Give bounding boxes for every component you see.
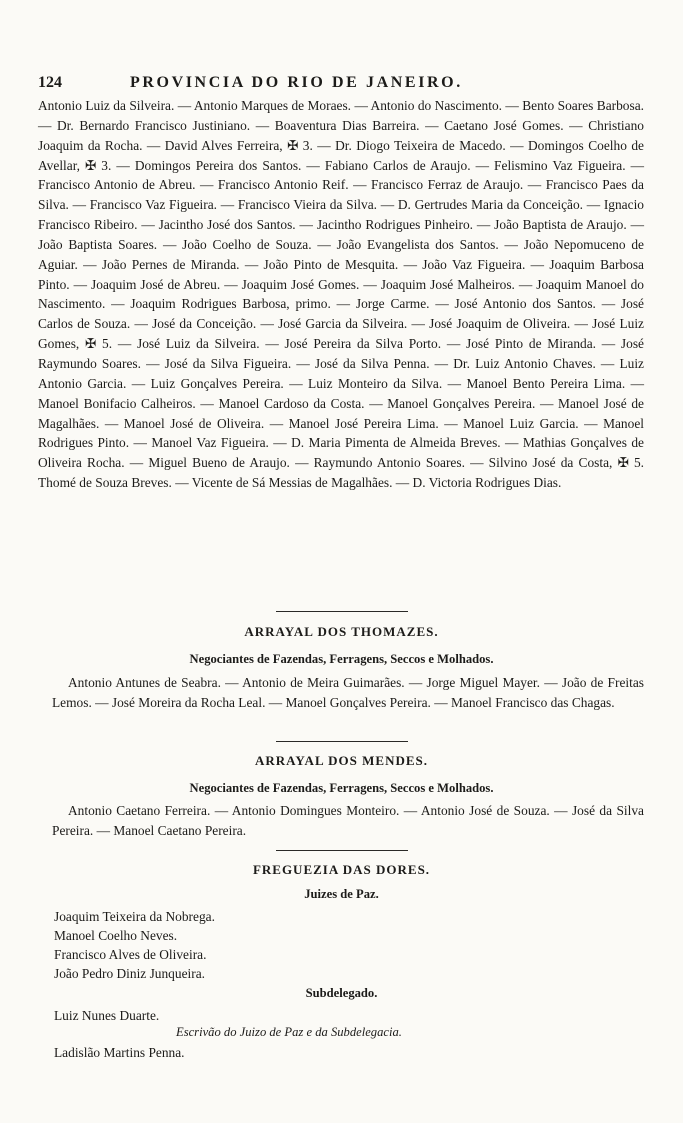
section-divider [276, 850, 408, 851]
list-item: Ladislão Martins Penna. [54, 1045, 185, 1060]
section-title-freguezia-das-dores: FREGUEZIA DAS DORES. [252, 862, 431, 877]
section-text: Antonio Antunes de Seabra. — Antonio de Meira Guimarães. — Jorge Miguel Mayer. — João de Freitas Lemos. — José Moreira da Rocha Leal. — Manoel Gonçalves Pereira. — Manoel Francisco das Chagas. [52, 675, 644, 710]
subdelegado-name [54, 1006, 159, 1025]
subdelegado-heading: Subdelegado. [305, 986, 378, 1000]
section-title-arrayal-dos-thomazes: ARRAYAL DOS THOMAZES. [244, 624, 439, 639]
running-title: PROVINCIA DO RIO DE JANEIRO. [130, 74, 463, 91]
list-item: João Pedro Diniz Junqueira. [54, 966, 205, 981]
escrivao-heading: Escrivão do Juizo de Paz e da Subdelegacia. [176, 1025, 402, 1039]
continued-name-list: Antonio Luiz da Silveira. — Antonio Marques de Moraes. — Antonio do Nascimento. — Bento Soares Barbosa. — Dr. Bernardo Francisco Justiniano. — Boaventura Dias Barreira. — Caetano José Gomes. — Christiano Joaquim da Rocha. — David Alves Ferreira, ✠ 3. — Dr. Diogo Teixeira de Macedo. — Domingos Coelho de Avellar, ✠ 3. — Domingos Pereira dos Santos. — Fabiano Carlos de Araujo. — Felismino Vaz Figueira. — Francisco Antonio de Abreu. — Francisco Antonio Reif. — Francisco Ferraz de Araujo. — Francisco Paes da Silva. — Francisco Vaz Figueira. — Francisco Vieira da Silva. — D. Gertrudes Maria da Conceição. — Ignacio Francisco Ribeiro. — Jacintho José dos Santos. — Jacintho Rodrigues Pinheiro. — João Baptista de Araujo. — João Baptista Soares. — João Coelho de Souza. — João Evangelista dos Santos. — João Nepomuceno de Aguiar. — João Pernes de Miranda. — João Pinto de Mesquita. — João Vaz Figueira. — Joaquim Barbosa Pinto. — Joaquim José de Abreu. — Joaquim José Gomes. — Joaquim José Malheiros. — Joaquim Manoel do Nascimento. — Joaquim Rodrigues Barbosa, primo. — Jorge Carme. — José Antonio dos Santos. — José Carlos de Souza. — José da Conceição. — José Garcia da Silveira. — José Joaquim de Oliveira. — José Luiz Gomes, ✠ 5. — José Luiz da Silveira. — José Pereira da Silva Porto. — José Pinto de Miranda. — José Raymundo Soares. — José da Silva Figueira. — José da Silva Penna. — Dr. Luiz Antonio Chaves. — Luiz Antonio Garcia. — Luiz Gonçalves Pereira. — Luiz Monteiro da Silva. — Manoel Bento Pereira Lima. — Manoel Bonifacio Calheiros. — Manoel Cardoso da Costa. — Manoel Gonçalves Pereira. — Manoel José de Magalhães. — Manoel José de Oliveira. — Manoel José Pereira Lima. — Manoel Luiz Garcia. — Manoel Rodrigues Pinto. — Manoel Vaz Figueira. — D. Maria Pimenta de Almeida Breves. — Mathias Gonçalves de Oliveira Rocha. — Miguel Bueno de Araujo. — Raymundo Antonio Soares. — Silvino José da Costa, ✠ 5. Thomé de Souza Breves. — Vicente de Sá Messias de Magalhães. — D. Victoria Rodrigues Dias. [38, 98, 644, 491]
list-item: Joaquim Teixeira da Nobrega. [54, 909, 215, 924]
juizes-list [54, 907, 215, 983]
juizes-heading: Juizes de Paz. [304, 887, 379, 901]
section-category: Negociantes de Fazendas, Ferragens, Seccos e Molhados. [189, 781, 494, 795]
list-item: Luiz Nunes Duarte. [54, 1008, 160, 1023]
section-category: Negociantes de Fazendas, Ferragens, Seccos e Molhados. [189, 652, 494, 666]
escrivao-name [54, 1043, 185, 1062]
page-header [38, 74, 644, 94]
section-title-arrayal-dos-mendes: ARRAYAL DOS MENDES. [255, 753, 428, 768]
section-divider [276, 611, 408, 612]
section-text: Antonio Caetano Ferreira. — Antonio Domingues Monteiro. — Antonio José de Souza. — José da Silva Pereira. — Manoel Caetano Pereira. [52, 803, 644, 838]
list-item: Francisco Alves de Oliveira. [54, 947, 207, 962]
section-divider [276, 741, 408, 742]
list-item: Manoel Coelho Neves. [54, 928, 178, 943]
page-number: 124 [38, 74, 62, 91]
